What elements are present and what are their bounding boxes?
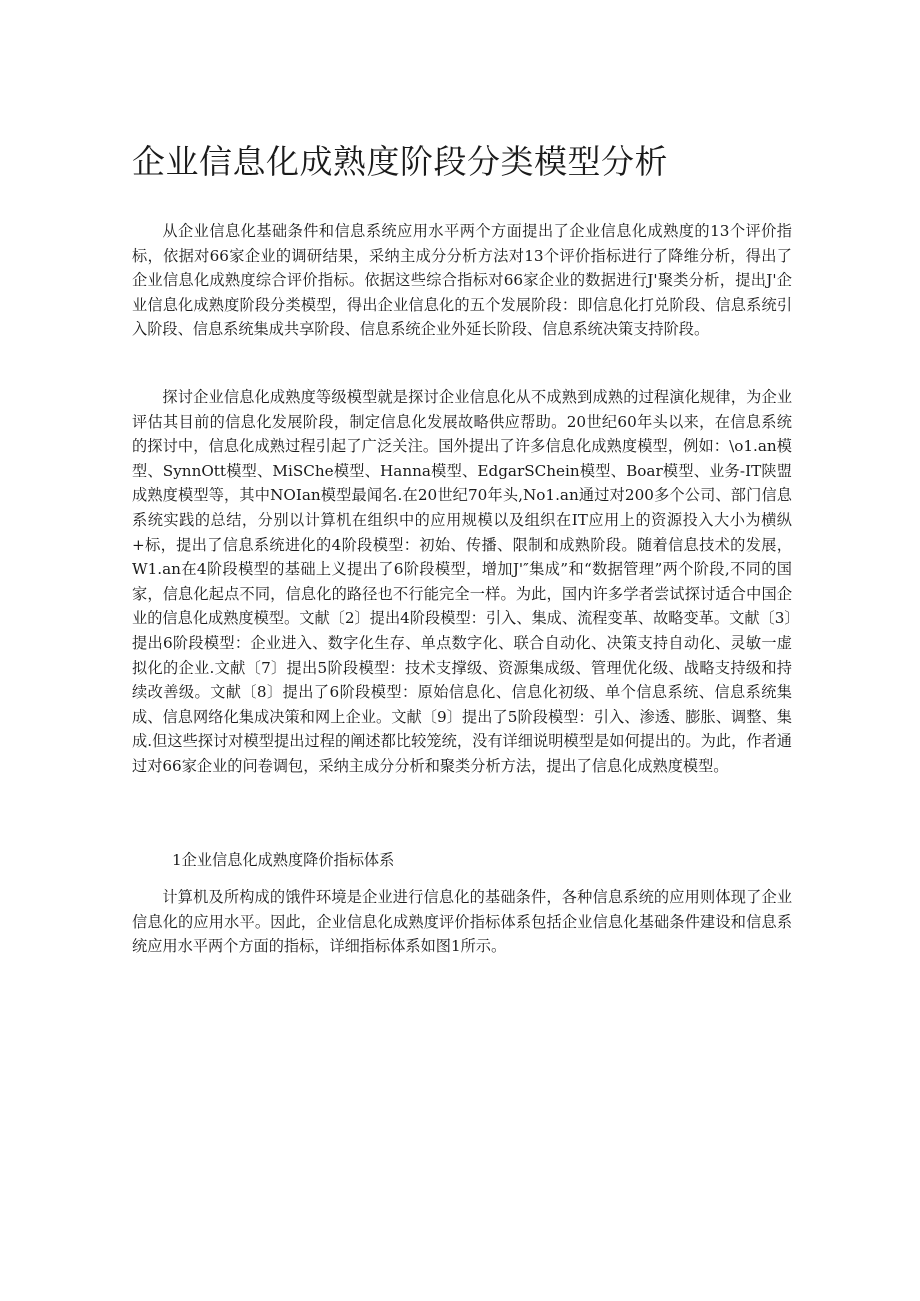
background-paragraph: 探讨企业信息化成熟度等级模型就是探讨企业信息化从不成熟到成熟的过程演化规律，为企业评估其目前的信息化发展阶段，制定信息化发展故略供应帮助。20世纪60年头以来，在信息系统的探讨中，信息化成熟过程引起了广泛关注。国外提出了许多信息化成熟度模型，例如：\o1.an模型、SynnOtt模型、MiSChe模型、Hanna模型、EdgarSChein模型、Boar模型、业务-IT陕盟成熟度模型等，其中NOIan模型最闻名.在20世纪70年头,No1.an通过对200多个公司、部门信息系统实践的总结，分别以计算机在组织中的应用规模以及组织在IT应用上的资源投入大小为横纵+标，提出了信息系统进化的4阶段模型：初始、传播、限制和成熟阶段。随着信息技术的发展，W1.an在4阶段模型的基础上义提出了6阶段模型，增加J'″集成”和“数据管理”两个阶段,不同的国家，信息化起点不同，信息化的路径也不行能完全一样。为此，国内许多学者尝试探讨适合中国企业的信息化成熟度模型。文献〔2〕提出4阶段模型：引入、集成、流程变革、故略变革。文献〔3〕提出6阶段模型：企业进入、数字化生存、单点数字化、联合自动化、决策支持自动化、灵敏一虚拟化的企业.文献〔7〕提出5阶段模型：技术支撑级、资源集成级、管理优化级、战略支持级和持续改善级。文献〔8〕提出了6阶段模型：原始信息化、信息化初级、单个信息系统、信息系统集成、信息网络化集成决策和网上企业。文献〔9〕提出了5阶段模型：引入、渗透、膨胀、调整、集成.但这些探讨对模型提出过程的阐述都比较笼统，没有详细说明模型是如何提出的。为此，作者通过对66家企业的问卷调包，采纳主成分分析和聚类分析方法，提出了信息化成熟度模型。 bbox=[132, 388, 792, 775]
section-heading: 1企业信息化成熟度降价指标体系 bbox=[172, 851, 395, 869]
indicator-system-paragraph: 计算机及所构成的饿件环境是企业进行信息化的基础条件，各种信息系统的应用则体现了企业信息化的应用水平。因此，企业信息化成熟度评价指标体系包括企业信息化基础条件建设和信息系统应用水平两个方面的指标，详细指标体系如图1所示。 bbox=[132, 888, 792, 956]
document-title: 企业信息化成熟度阶段分类模型分析 bbox=[132, 142, 668, 181]
abstract-paragraph: 从企业信息化基础条件和信息系统应用水平两个方面提出了企业信息化成熟度的13个评价指标，依据对66家企业的调研结果，采纳主成分分析方法对13个评价指标进行了降维分析，得出了企业信息化成熟度综合评价指标。依据这些综合指标对66家企业的数据进行J'聚类分析，提出J'企业信息化成熟度阶段分类模型，得出企业信息化的五个发展阶段：即信息化打兑阶段、信息系统引入阶段、信息系统集成共享阶段、信息系统企业外延长阶段、信息系统决策支持阶段。 bbox=[132, 222, 792, 339]
